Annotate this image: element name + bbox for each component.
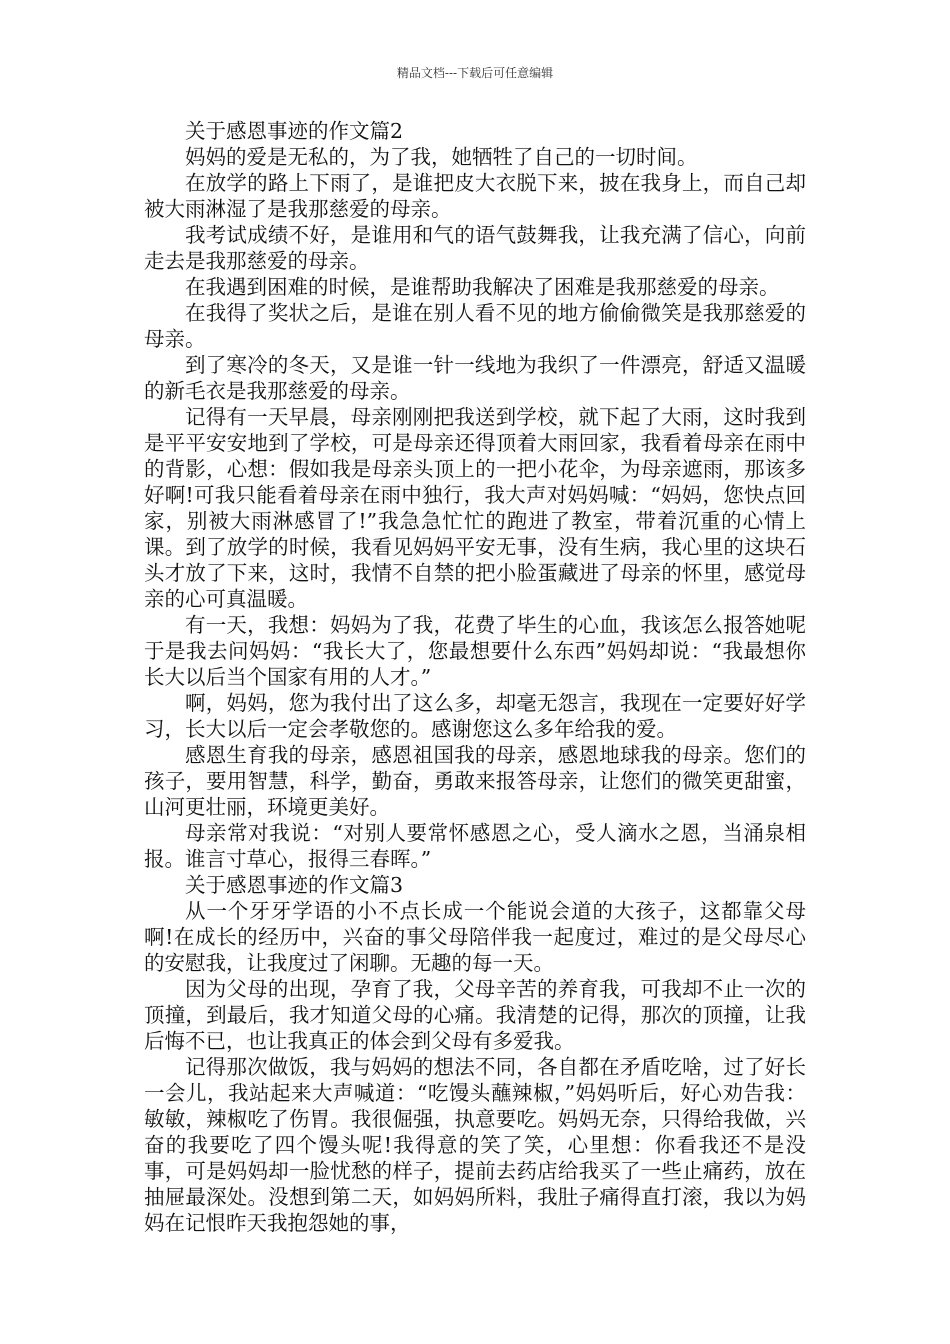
paragraph: 到了寒冷的冬天，又是谁一针一线地为我织了一件漂亮，舒适又温暖的新毛衣是我那慈爱的母亲。 [144, 353, 806, 403]
paragraph: 妈妈的爱是无私的，为了我，她牺牲了自己的一切时间。 [185, 145, 698, 169]
paragraph: 记得有一天早晨，母亲刚刚把我送到学校，就下起了大雨，这时我到是平平安安地到了学校，可是母亲还得顶着大雨回家，我看着母亲在雨中的背影，心想：假如我是母亲头顶上的一把小花伞，为母亲遮雨，那该多好啊!可我只能看着母亲在雨中独行，我大声对妈妈喊：“妈妈，您快点回家，别被大雨淋感冒了!”我急急忙忙的跑进了教室，带着沉重的心情上课。到了放学的时候，我看见妈妈平安无事，没有生病，我心里的这块石头才放了下来，这时，我情不自禁的把小脸蛋藏进了母亲的怀里，感觉母亲的心可真温暖。 [144, 405, 806, 611]
paragraph: 在我遇到困难的时候，是谁帮助我解决了困难是我那慈爱的母亲。 [185, 275, 780, 299]
paragraph: 在放学的路上下雨了，是谁把皮大衣脱下来，披在我身上，而自己却被大雨淋湿了是我那慈爱的母亲。 [144, 171, 806, 221]
section-title-3: 关于感恩事迹的作文篇3 [185, 873, 404, 897]
paragraph: 感恩生育我的母亲，感恩祖国我的母亲，感恩地球我的母亲。您们的孩子，要用智慧，科学，勤奋，勇敢来报答母亲，让您们的微笑更甜蜜，山河更壮丽，环境更美好。 [144, 743, 806, 819]
page-header: 精品文档---下载后可任意编辑 [396, 66, 554, 80]
paragraph: 在我得了奖状之后，是谁在别人看不见的地方偷偷微笑是我那慈爱的母亲。 [144, 301, 806, 351]
paragraph: 因为父母的出现，孕育了我，父母辛苦的养育我，可我却不止一次的顶撞，到最后，我才知道父母的心痛。我清楚的记得，那次的顶撞，让我后悔不已，也让我真正的体会到父母有多爱我。 [144, 977, 806, 1053]
document-body [144, 118, 806, 1236]
paragraph: 啊，妈妈，您为我付出了这么多，却毫无怨言，我现在一定要好好学习，长大以后一定会孝敬您的。感谢您这么多年给我的爱。 [144, 691, 806, 741]
paragraph: 我考试成绩不好，是谁用和气的语气鼓舞我，让我充满了信心，向前走去是我那慈爱的母亲。 [144, 223, 806, 273]
paragraph: 记得那次做饭，我与妈妈的想法不同，各自都在矛盾吃啥，过了好长一会儿，我站起来大声喊道：“吃馒头蘸辣椒，”妈妈听后，好心劝告我：敏敏，辣椒吃了伤胃。我很倔强，执意要吃。妈妈无奈，只得给我做，兴奋的我要吃了四个馒头呢!我得意的笑了笑，心里想：你看我还不是没事，可是妈妈却一脸忧愁的样子，提前去药店给我买了一些止痛药，放在抽屉最深处。没想到第二天，如妈妈所料，我肚子痛得直打滚，我以为妈妈在记恨昨天我抱怨她的事， [144, 1055, 806, 1235]
paragraph: 有一天，我想：妈妈为了我，花费了毕生的心血，我该怎么报答她呢于是我去问妈妈：“我长大了，您最想要什么东西”妈妈却说：“我最想你长大以后当个国家有用的人才。” [144, 613, 806, 689]
paragraph: 母亲常对我说：“对别人要常怀感恩之心，受人滴水之恩，当涌泉相报。谁言寸草心，报得三春晖。” [144, 821, 806, 871]
paragraph: 从一个牙牙学语的小不点长成一个能说会道的大孩子，这都靠父母啊!在成长的经历中，兴奋的事父母陪伴我一起度过，难过的是父母尽心的安慰我，让我度过了闲聊。无趣的每一天。 [144, 899, 806, 975]
section-title-2: 关于感恩事迹的作文篇2 [185, 119, 404, 143]
